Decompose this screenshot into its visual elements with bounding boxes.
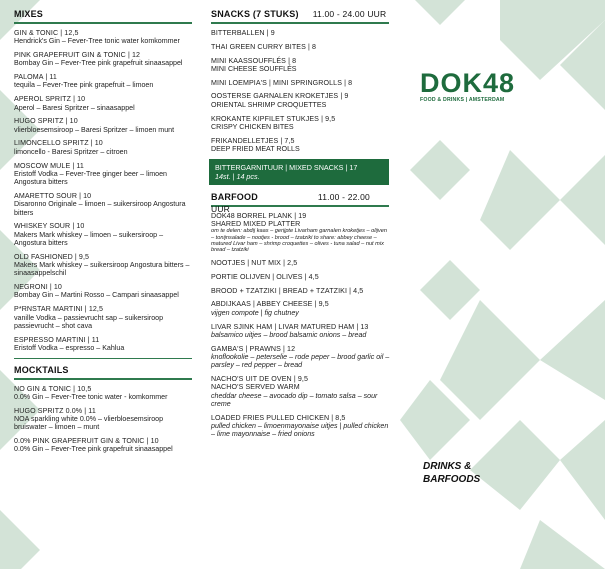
menu-item [211,43,391,51]
menu-item [211,29,391,37]
tagline-line-2: BARFOODS [423,474,481,485]
item-title: APEROL SPRITZ | 10 [14,95,86,104]
item-title: NEGRONI | 10 [14,283,62,292]
mixes-end-divider [14,358,192,359]
item-desc: limoncello - Baresi Spritzer – citroen [14,147,128,156]
barfood-divider [211,205,389,207]
menu-item [14,336,194,353]
item-desc: Hendrick's Gin – Fever-Tree tonic water komkommer [14,37,180,46]
item-title: MINI KAASSOUFFLÉS | 8 [211,56,297,65]
item-desc: Makers Mark whiskey – limoen – suikersiroop – Angostura bitters [14,230,164,247]
mixes-list [14,29,194,352]
snacks-heading [211,8,391,20]
menu-item [14,385,194,402]
menu-item [211,259,391,267]
snacks-divider [211,22,389,24]
item-desc: CRISPY CHICKEN BITES [211,122,294,131]
menu-item [211,323,391,340]
item-title: GIN & TONIC | 12,5 [14,29,79,37]
menu-item [14,407,194,432]
menu-item [211,57,391,74]
item-title: MOSCOW MULE | 11 [14,161,84,170]
item-title: AMARETTO SOUR | 10 [14,191,92,200]
menu-item [211,79,391,87]
logo-tagline: FOOD & DRINKS | AMSTERDAM [420,97,505,103]
menu-item [211,115,391,132]
item-title: ESPRESSO MARTINI | 11 [14,335,100,344]
snacks-hours: 11.00 - 24.00 UUR [312,9,387,19]
menu-item [14,73,194,90]
item-desc: pulled chicken – limoenmayonaise uitjes | pulled chicken – lime mayonnaise – fried onions [211,422,389,439]
item-title: NOOTJES | NUT MIX | 2,5 [211,259,298,268]
menu-item [211,137,391,154]
menu-item [211,345,391,370]
snacks-list [211,29,391,153]
menu-item [14,51,194,68]
item-title: LIMONCELLO SPRITZ | 10 [14,139,103,148]
item-subtitle: NACHO'S SERVED WARM [211,383,300,392]
barfood-title: BARFOOD [211,191,258,202]
item-desc: vijgen compote | fig chutney [211,308,299,317]
menu-item [14,117,194,134]
item-title: NACHO'S UIT DE OVEN | 9,5 [211,375,309,384]
menu-item [14,139,194,156]
item-title: PALOMA | 11 [14,73,57,82]
item-title: BROOD + TZATZIKI | BREAD + TZATZIKI | 4,5 [211,286,364,295]
item-title: NO GIN & TONIC | 10,5 [14,384,92,393]
middle-column [211,8,391,444]
item-desc: DEEP FRIED MEAT ROLLS [211,144,300,153]
item-title: LOADED FRIES PULLED CHICKEN | 8,5 [211,413,346,422]
item-title: THAI GREEN CURRY BITES | 8 [211,42,317,51]
item-title: PINK GRAPEFRUIT GIN & TONIC | 12 [14,51,141,60]
menu-item [211,92,391,109]
item-title: HUGO SPRITZ | 10 [14,117,78,126]
left-column [14,8,194,459]
mocktails-divider [14,378,192,380]
item-title: OOSTERSE GARNALEN KROKETJES | 9 [211,92,349,101]
item-title: PORTIE OLIJVEN | OLIVES | 4,5 [211,272,319,281]
item-desc: Aperol – Baresi Spritzer – sinaasappel [14,103,135,112]
barfood-hours: 11.00 - 22.00 UUR [211,191,370,214]
menu-item [14,305,194,330]
menu-item [211,300,391,317]
item-desc: knoflookolie – peterselie – rode peper – brood garlic oil – parsley – red pepper – bread [211,352,390,370]
item-title: MINI LOEMPIA'S | MINI SPRINGROLLS | 8 [211,78,353,87]
menu-item [14,95,194,112]
mixes-heading: MIXES [14,9,44,19]
menu-item [14,162,194,187]
item-desc: NOA sparkling white 0.0% – vlierbloesemsiroop bruiswater – limoen – munt [14,415,164,432]
item-title: 0.0% PINK GRAPEFRUIT GIN & TONIC | 10 [14,437,159,446]
menu-item [14,192,194,217]
item-desc: Makers Mark whiskey – suikersiroop Angostura bitters – sinaasappelschil [14,261,190,278]
drinks-barfoods-tagline [423,460,480,486]
item-title: ABDIJKAAS | ABBEY CHEESE | 9,5 [211,300,329,309]
item-desc: cheddar cheese – avocado dip – tomato salsa – sour creme [211,391,378,408]
menu-item [14,253,194,278]
item-desc: vanille Vodka – passievrucht sap – suikersiroop passievrucht – shot cava [14,313,164,330]
item-title: KROKANTE KIPFILET STUKJES | 9,5 [211,114,336,123]
item-desc: balsamico uitjes – brood balsamic onions – bread [211,330,367,339]
item-title: GAMBA'S | PRAWNS | 12 [211,344,296,353]
menu-item [211,375,391,408]
menu-item [14,29,194,46]
item-desc: Eristoff Vodka – espresso – Kahlua [14,343,125,352]
item-desc: 0.0% Gin – Fever-Tree pink grapefruit sinaasappel [14,445,173,454]
menu-item [211,273,391,281]
item-desc: Bombay Gin – Martini Rosso – Campari sinaasappel [14,291,179,300]
item-title: WHISKEY SOUR | 10 [14,222,85,231]
item-title: P*RNSTAR MARTINI | 12,5 [14,305,104,314]
menu-item [14,283,194,300]
item-subtitle: SHARED MIXED PLATTER [211,220,301,229]
dok48-logo [420,70,520,103]
item-desc: 0.0% Gin – Fever-Tree tonic water - komkommer [14,393,168,401]
item-desc: Bombay Gin – Fever-Tree pink grapefruit sinaasappel [14,59,183,68]
menu-item [211,287,391,295]
item-title: LIVAR SJINK HAM | LIVAR MATURED HAM | 13 [211,322,369,331]
item-title: OLD FASHIONED | 9,5 [14,252,90,261]
item-desc: tequila – Fever-Tree pink grapefruit – limoen [14,81,154,90]
item-title: FRIKANDELLETJES | 7,5 [211,136,295,145]
item-title: DOK48 BORREL PLANK | 19 [211,211,307,220]
item-desc: ORIENTAL SHRIMP CROQUETTES [211,100,327,109]
mixes-divider [14,22,192,24]
barfood-heading [211,191,391,214]
item-desc: om te delen: abdij kaas – gerijpte Livarham garnalen kroketjes – olijven – tonijnsalade – nootjes - brood – tzatziki to share: abbey cheese – matured Livar ham – shrimp croquettes – olives - tuna salad – nut mix bread – tzatziki [211,228,387,254]
item-title: HUGO SPRITZ 0.0% | 11 [14,406,96,415]
item-desc: Eristoff Vodka – Fever-Tree ginger beer – limoen Angostura bitters [14,169,167,187]
menu-item [211,414,391,439]
menu-item [14,437,194,454]
snacks-title: SNACKS (7 STUKS) [211,9,299,19]
highlight-desc: 14st. | 14 pcs. [215,171,260,181]
barfood-list [211,212,391,439]
platter-item [211,212,391,254]
mocktails-list [14,385,194,454]
logo-word: DOK48 [420,68,516,98]
menu-item [14,222,194,247]
mixed-snacks-highlight [209,159,389,185]
item-desc: vlierbloesemsiroop – Baresi Spritzer – limoen munt [14,125,175,134]
item-title: BITTERBALLEN | 9 [211,29,275,37]
mocktails-heading: MOCKTAILS [14,364,69,375]
item-desc: MINI CHEESE SOUFFLÉS [211,64,297,73]
item-desc: Disaronno Originale – limoen – suikersiroop Angostura bitters [14,200,186,217]
tagline-line-1: DRINKS & [423,461,472,472]
highlight-title: BITTERGARNITUUR | MIXED SNACKS | 17 [215,162,358,172]
